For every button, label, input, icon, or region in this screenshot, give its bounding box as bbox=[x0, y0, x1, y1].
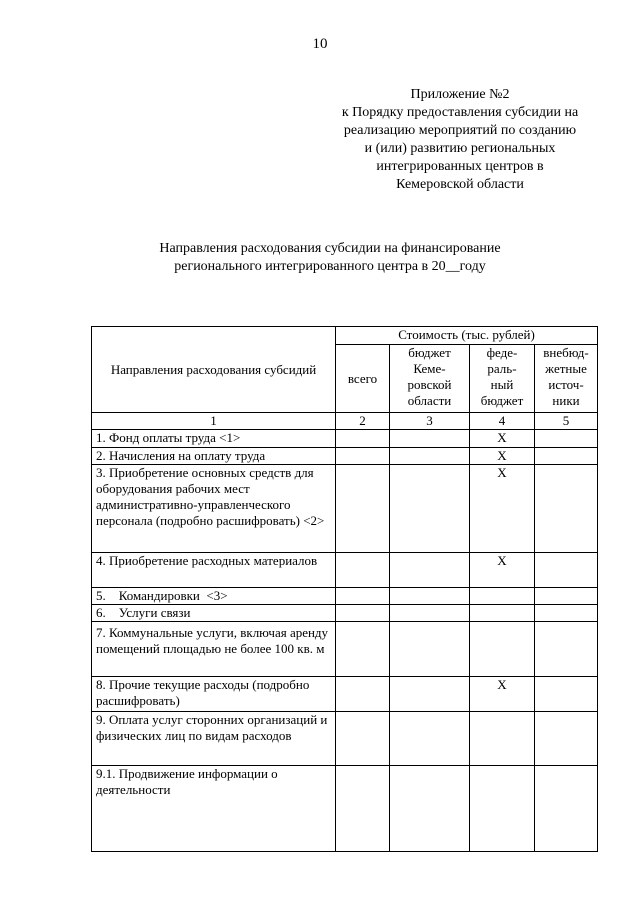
cell-total bbox=[336, 448, 390, 465]
cell-offbudget bbox=[535, 605, 598, 622]
table-row bbox=[92, 430, 598, 448]
cell-regional bbox=[390, 605, 470, 622]
cell-regional bbox=[390, 766, 470, 852]
table-row bbox=[92, 448, 598, 465]
cell-total bbox=[336, 677, 390, 712]
header-federal-budget: феде-раль-ный бюджет bbox=[470, 345, 535, 413]
header-cost-group: Стоимость (тыс. рублей) bbox=[336, 327, 598, 345]
header-offbudget: внебюд-жетные источ-ники bbox=[535, 345, 598, 413]
cell-total bbox=[336, 766, 390, 852]
row-label: 3. Приобретение основных средств для оборудования рабочих мест административно-управленческого персонала (подробно расшифровать) <2> bbox=[92, 465, 336, 553]
cell-offbudget bbox=[535, 448, 598, 465]
cell-federal bbox=[470, 605, 535, 622]
header-total: всего bbox=[336, 345, 390, 413]
cell-federal: X bbox=[470, 430, 535, 448]
row-label: 7. Коммунальные услуги, включая аренду помещений площадью не более 100 кв. м bbox=[92, 622, 336, 677]
cell-federal bbox=[470, 588, 535, 605]
appendix-line: к Порядку предоставления субсидии на bbox=[341, 105, 579, 120]
row-label: 2. Начисления на оплату труда bbox=[92, 448, 336, 465]
cell-total bbox=[336, 605, 390, 622]
row-label: 1. Фонд оплаты труда <1> bbox=[92, 430, 336, 448]
row-label: 9. Оплата услуг сторонних организаций и физических лиц по видам расходов bbox=[92, 712, 336, 766]
row-label: 4. Приобретение расходных материалов bbox=[92, 553, 336, 588]
title-line-2: регионального интегрированного центра в 20__году bbox=[174, 259, 486, 274]
row-label: 8. Прочие текущие расходы (подробно расшифровать) bbox=[92, 677, 336, 712]
cell-total bbox=[336, 430, 390, 448]
table-row bbox=[92, 465, 598, 553]
table-row bbox=[92, 622, 598, 677]
document-title bbox=[60, 240, 600, 276]
column-number: 5 bbox=[535, 413, 598, 430]
cell-regional bbox=[390, 465, 470, 553]
table-row bbox=[92, 588, 598, 605]
cell-federal: X bbox=[470, 448, 535, 465]
cell-federal bbox=[470, 712, 535, 766]
appendix-line: интегрированных центров в bbox=[376, 159, 544, 174]
column-number: 4 bbox=[470, 413, 535, 430]
column-number: 3 bbox=[390, 413, 470, 430]
cell-regional bbox=[390, 430, 470, 448]
cell-federal: X bbox=[470, 677, 535, 712]
cell-offbudget bbox=[535, 588, 598, 605]
cell-total bbox=[336, 465, 390, 553]
row-label: 5. Командировки <3> bbox=[92, 588, 336, 605]
column-number: 1 bbox=[92, 413, 336, 430]
cell-total bbox=[336, 588, 390, 605]
table-row bbox=[92, 677, 598, 712]
column-number: 2 bbox=[336, 413, 390, 430]
table-row bbox=[92, 766, 598, 852]
cell-total bbox=[336, 553, 390, 588]
cell-total bbox=[336, 622, 390, 677]
cell-federal bbox=[470, 766, 535, 852]
cell-regional bbox=[390, 553, 470, 588]
table-row bbox=[92, 553, 598, 588]
appendix-line: Приложение №2 bbox=[410, 87, 510, 102]
cell-total bbox=[336, 712, 390, 766]
cell-regional bbox=[390, 712, 470, 766]
cell-federal: X bbox=[470, 553, 535, 588]
header-regional-budget: бюджет Кеме-ровской области bbox=[390, 345, 470, 413]
cell-federal bbox=[470, 622, 535, 677]
cell-offbudget bbox=[535, 553, 598, 588]
table-row bbox=[92, 712, 598, 766]
cell-offbudget bbox=[535, 430, 598, 448]
header-directions: Направления расходования субсидий bbox=[92, 327, 336, 413]
cell-regional bbox=[390, 448, 470, 465]
cell-offbudget bbox=[535, 677, 598, 712]
appendix-line: и (или) развитию региональных bbox=[364, 141, 556, 156]
row-label: 6. Услуги связи bbox=[92, 605, 336, 622]
row-label: 9.1. Продвижение информации о деятельности bbox=[92, 766, 336, 852]
appendix-line: реализацию мероприятий по созданию bbox=[343, 123, 577, 138]
cell-regional bbox=[390, 588, 470, 605]
page-number: 10 bbox=[312, 36, 328, 52]
cell-offbudget bbox=[535, 622, 598, 677]
appendix-line: Кемеровской области bbox=[396, 177, 524, 192]
cell-offbudget bbox=[535, 712, 598, 766]
cell-federal: X bbox=[470, 465, 535, 553]
cell-regional bbox=[390, 677, 470, 712]
appendix-block bbox=[300, 86, 620, 194]
title-line-1: Направления расходования субсидии на финансирование bbox=[159, 241, 501, 256]
cell-offbudget bbox=[535, 465, 598, 553]
table-row bbox=[92, 605, 598, 622]
cell-offbudget bbox=[535, 766, 598, 852]
expenditure-table bbox=[91, 326, 598, 852]
cell-regional bbox=[390, 622, 470, 677]
